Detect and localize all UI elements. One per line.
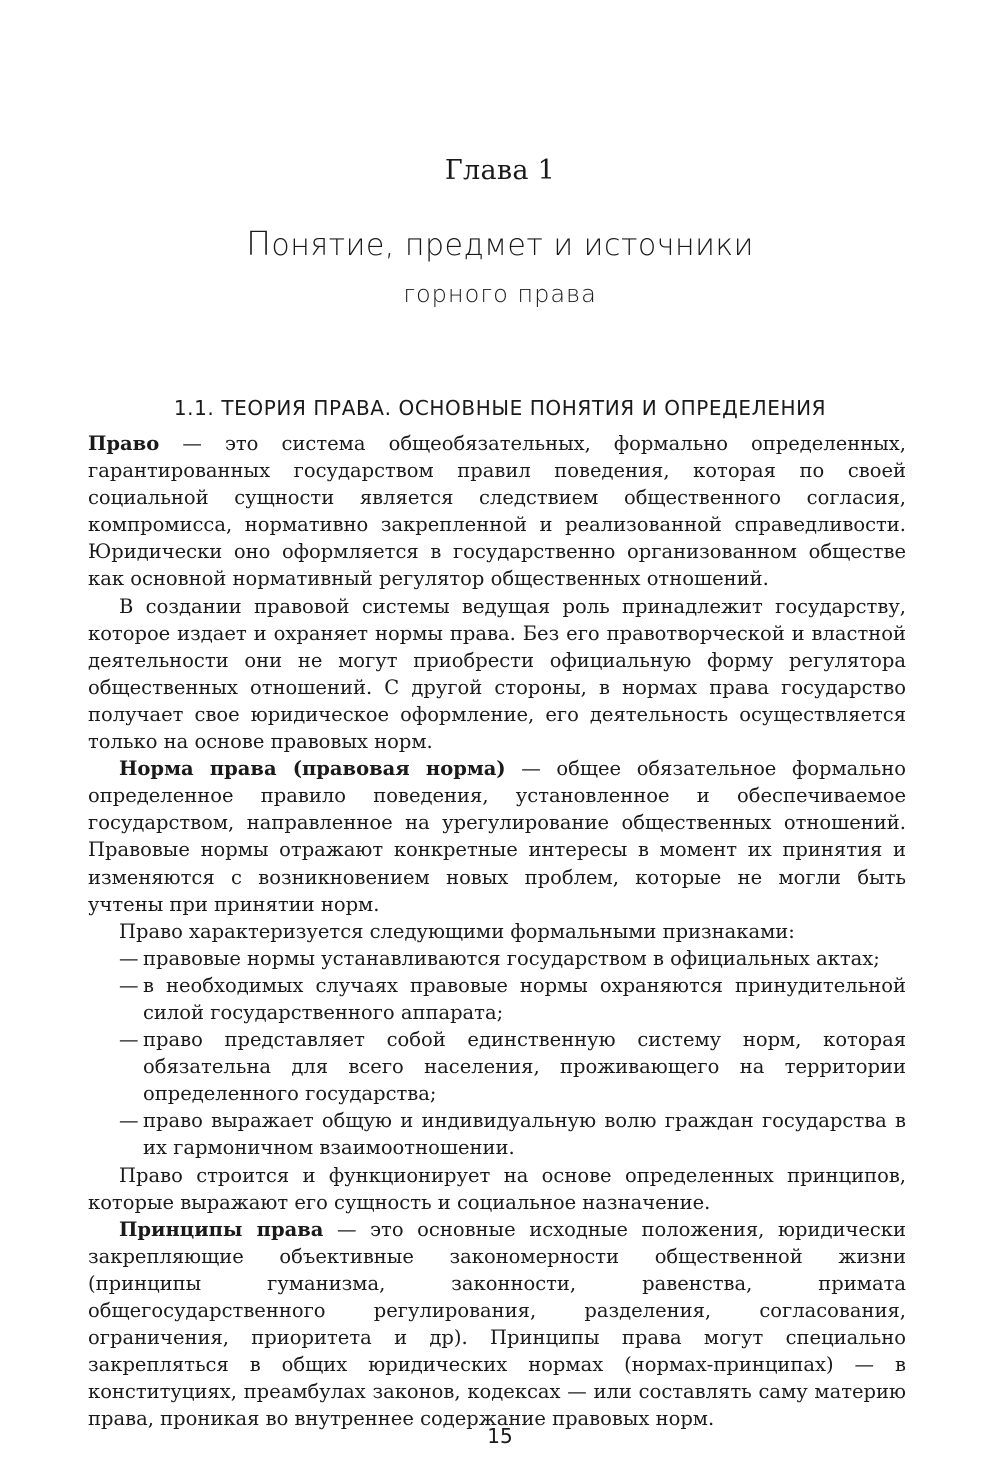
list-item [88,972,906,1026]
list-item-text: в необходимых случаях правовые нормы охраняются принудительной силой государственного аппарата; [143,973,906,1024]
list-item-text: право представляет собой единственную систему норм, которая обязательна для всего населения, проживающего на территории определенного государства; [143,1028,906,1106]
body-text [88,430,906,1432]
paragraph-pravo-text: — это система общеобязательных, формально определенных, гарантированных государством правил поведения, которая по своей социальной сущности является следствием общественного согласия, компромисса, нормативно закрепленной и реализованной справедливости. Юридически оно оформляется в государственно организованном обществе как основной нормативный регулятор общественных отношений. [88,432,906,591]
paragraph-principy-prava-text: — это основные исходные положения, юридически закрепляющие объективные закономерности общественной жизни (принципы гуманизма, законности, равенства, примата общегосударственного регулирования, разделения, согласования, ограничения, приоритета и др). Принципы права могут специально закрепляться в общих юридических нормах (нормах-принципах) — в конституциях, преамбулах законов, кодексах — или составлять саму материю права, проникая во внутреннее содержание правовых норм. [88,1217,906,1431]
chapter-title-line-1-text: онятие, предмет и источники [271,228,754,263]
section-heading: 1.1. ТЕОРИЯ ПРАВА. ОСНОВНЫЕ ПОНЯТИЯ И ОПРЕДЕЛЕНИЯ [173,396,827,420]
term-principy-prava: Принципы права [119,1217,324,1241]
list-item [88,1026,906,1107]
term-pravo: Право [88,432,160,455]
page-number: 15 [487,1424,513,1448]
chapter-title-line-2: горного права [403,280,597,308]
list-dash: — [119,973,139,997]
chapter-label: Глава 1 [444,155,556,186]
list-dash: — [119,946,139,970]
list-dash: — [119,1109,139,1133]
paragraph-norma-prava [88,755,906,918]
paragraph-pravo [88,430,906,593]
paragraph-norma-prava-text: — общее обязательное формально определенное правило поведения, установленное и обеспечиваемое государством, направленное на урегулирование общественных отношений. Правовые нормы отражают конкретные интересы в момент их принятия и изменяются с возникновением новых проблем, которые не могли быть учтены при принятии норм. [88,757,906,916]
term-norma-prava: Норма права (правовая норма) [119,757,506,781]
list-item-text: право выражает общую и индивидуальную волю граждан государства в их гармоничном взаимоотношении. [143,1109,906,1160]
paragraph-state-role: В создании правовой системы ведущая роль принадлежит государству, которое издает и охраняет нормы права. Без его правотворческой и властной деятельности они не могут приобрести официальную форму регулятора общественных отношений. С другой стороны, в нормах права государство получает свое юридическое оформление, его деятельность осуществляется только на основе правовых норм. [88,594,906,754]
list-item [88,945,906,972]
paragraph-features-intro: Право характеризуется следующими формальными признаками: [119,919,795,943]
chapter-title-line-1 [0,220,1000,270]
chapter-title [0,220,1000,318]
paragraph-principles-intro: Право строится и функционирует на основе определенных принципов, которые выражают его сущность и социальное назначение. [88,1163,906,1214]
list-dash: — [119,1028,139,1052]
list-item [88,1107,906,1161]
chapter-title-initial: П [246,224,272,263]
paragraph-principy-prava [88,1216,906,1433]
list-item-text: правовые нормы устанавливаются государством в официальных актах; [143,946,880,970]
